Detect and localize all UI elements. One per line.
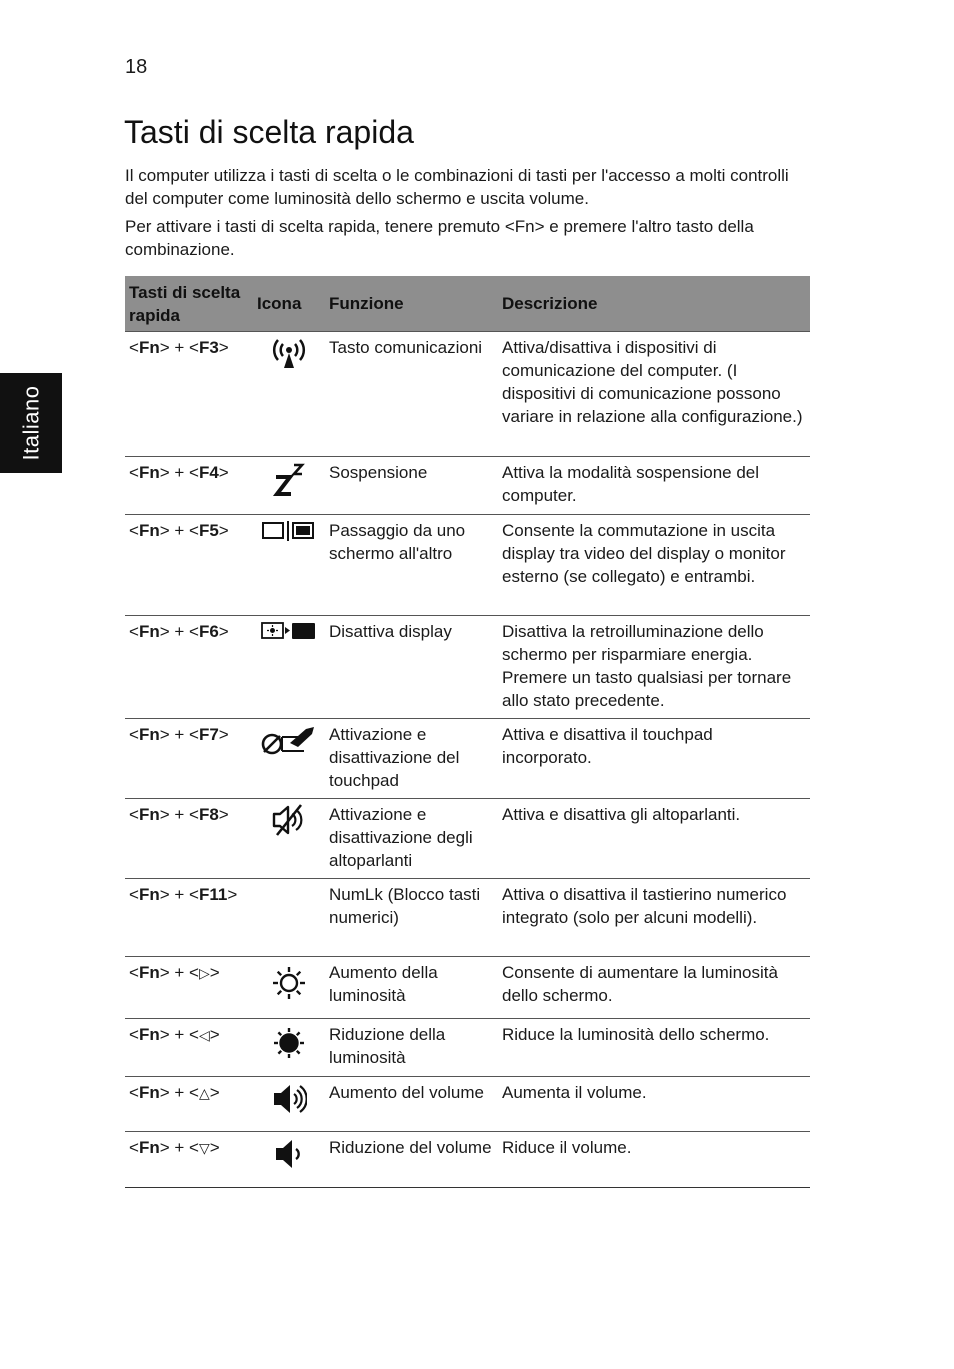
description-cell: Attiva la modalità sospensione del computer.	[498, 457, 810, 515]
volume-up-icon	[271, 1081, 307, 1117]
function-cell: NumLk (Blocco tasti numerici)	[325, 879, 498, 957]
display-off-icon	[260, 620, 318, 642]
intro-text	[125, 164, 815, 266]
hotkey-cell: <Fn> + <△>	[125, 1077, 253, 1132]
brightness-down-icon	[272, 1023, 306, 1059]
table-row	[125, 616, 810, 719]
description-cell: Aumenta il volume.	[498, 1077, 810, 1132]
function-cell: Sospensione	[325, 457, 498, 515]
hotkey-cell: <Fn> + <F6>	[125, 616, 253, 719]
hotkey-cell: <Fn> + <F8>	[125, 799, 253, 879]
icon-cell	[253, 1077, 325, 1132]
page-title: Tasti di scelta rapida	[124, 114, 414, 150]
description-cell: Consente la commutazione in uscita display tra video del display o monitor esterno (se collegato) e entrambi.	[498, 515, 810, 616]
function-cell: Attivazione e disattivazione degli altoparlanti	[325, 799, 498, 879]
table-row	[125, 799, 810, 879]
header-function: Funzione	[325, 276, 498, 332]
function-cell: Riduzione della luminosità	[325, 1019, 498, 1077]
hotkey-cell: <Fn> + <F11>	[125, 879, 253, 957]
header-icon: Icona	[253, 276, 325, 332]
icon-cell	[253, 515, 325, 616]
description-cell: Attiva e disattiva gli altoparlanti.	[498, 799, 810, 879]
description-cell: Consente di aumentare la luminosità dello schermo.	[498, 957, 810, 1019]
table-row	[125, 1132, 810, 1188]
description-cell: Attiva e disattiva il touchpad incorporato.	[498, 719, 810, 799]
icon-cell	[253, 457, 325, 515]
description-cell: Attiva o disattiva il tastierino numerico integrato (solo per alcuni modelli).	[498, 879, 810, 957]
table-row	[125, 515, 810, 616]
function-cell: Riduzione del volume	[325, 1132, 498, 1188]
header-description: Descrizione	[498, 276, 810, 332]
function-cell: Passaggio da uno schermo all'altro	[325, 515, 498, 616]
table-row	[125, 332, 810, 457]
hotkey-cell: <Fn> + <F3>	[125, 332, 253, 457]
icon-cell	[253, 616, 325, 719]
hotkey-cell: <Fn> + <F4>	[125, 457, 253, 515]
hotkey-cell: <Fn> + <◁>	[125, 1019, 253, 1077]
function-cell: Aumento del volume	[325, 1077, 498, 1132]
language-label: Italiano	[18, 385, 44, 461]
table-row	[125, 879, 810, 957]
description-cell: Riduce il volume.	[498, 1132, 810, 1188]
description-cell: Attiva/disattiva i dispositivi di comunicazione del computer. (I dispositivi di comunicazione possono variare in relazione alla configurazione.)	[498, 332, 810, 457]
wireless-icon	[269, 336, 309, 370]
icon-cell	[253, 957, 325, 1019]
function-cell: Disattiva display	[325, 616, 498, 719]
table-row	[125, 1077, 810, 1132]
brightness-up-icon	[272, 961, 306, 1001]
icon-cell	[253, 719, 325, 799]
header-hotkey: Tasti di scelta rapida	[125, 276, 253, 332]
table-row	[125, 457, 810, 515]
display-toggle-icon	[261, 519, 317, 543]
hotkey-cell: <Fn> + <F7>	[125, 719, 253, 799]
hotkey-cell: <Fn> + <▽>	[125, 1132, 253, 1188]
icon-cell	[253, 1132, 325, 1188]
icon-cell	[253, 332, 325, 457]
function-cell: Tasto comunicazioni	[325, 332, 498, 457]
hotkeys-table	[125, 276, 810, 1188]
hotkey-cell: <Fn> + <F5>	[125, 515, 253, 616]
table-row	[125, 719, 810, 799]
icon-cell	[253, 1019, 325, 1077]
description-cell: Disattiva la retroilluminazione dello schermo per risparmiare energia. Premere un tasto qualsiasi per tornare allo stato precedente.	[498, 616, 810, 719]
speaker-mute-icon	[271, 803, 307, 837]
icon-cell	[253, 799, 325, 879]
description-cell: Riduce la luminosità dello schermo.	[498, 1019, 810, 1077]
table-header-row	[125, 276, 810, 332]
volume-down-icon	[273, 1136, 305, 1172]
table-row	[125, 1019, 810, 1077]
function-cell: Aumento della luminosità	[325, 957, 498, 1019]
sleep-icon	[272, 461, 306, 499]
page-number: 18	[125, 56, 148, 78]
language-side-tab	[0, 373, 62, 473]
icon-cell	[253, 879, 325, 957]
table-row	[125, 957, 810, 1019]
hotkey-cell: <Fn> + <▷>	[125, 957, 253, 1019]
touchpad-toggle-icon	[260, 723, 318, 757]
function-cell: Attivazione e disattivazione del touchpad	[325, 719, 498, 799]
intro-paragraph: Per attivare i tasti di scelta rapida, tenere premuto <Fn> e premere l'altro tasto della combinazione.	[125, 217, 754, 259]
intro-paragraph: Il computer utilizza i tasti di scelta o le combinazioni di tasti per l'accesso a molti controlli del computer come luminosità dello schermo e uscita volume.	[125, 166, 789, 208]
